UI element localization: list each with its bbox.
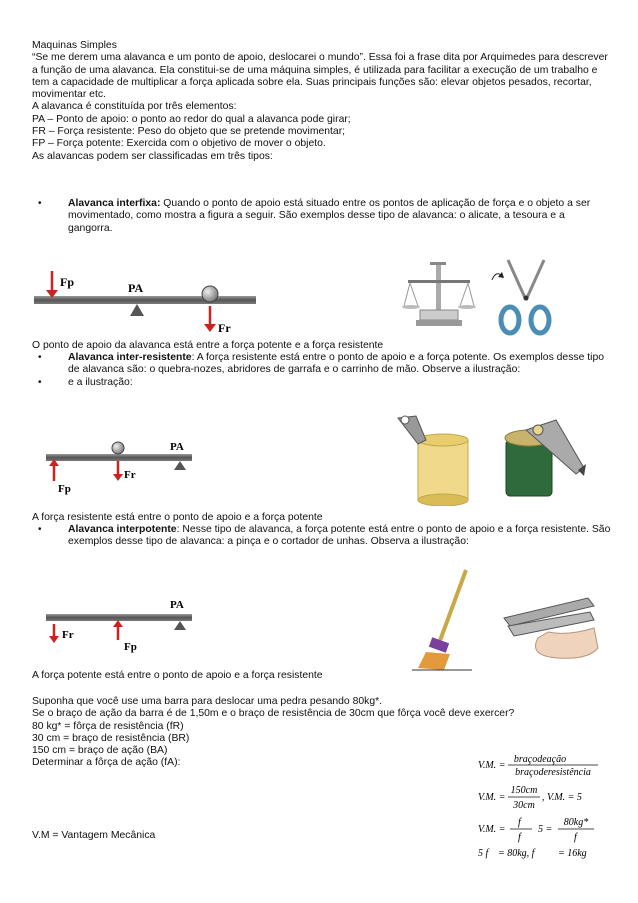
pa-label: PA (170, 599, 184, 611)
vm-den-2: 30cm (513, 800, 535, 811)
problem-line-6: Determinar a fôrça de ação (fA): (32, 757, 181, 769)
interpotente-list (32, 524, 612, 549)
problem-line-5: 150 cm = braço de ação (BA) (32, 745, 168, 757)
elements-intro: A alavanca é constituída por três elementos: (32, 101, 237, 113)
fr-label: Fr (62, 629, 74, 641)
classes-intro: As alavancas podem ser classificadas em três tipos: (32, 150, 273, 162)
list-item (32, 352, 612, 377)
fr-label: Fr (218, 321, 231, 335)
vm-label-1: V.M. = (478, 760, 506, 771)
fa-symbol-2: f (574, 832, 577, 843)
nail-clipper-illustration (498, 578, 608, 660)
final-equation-rest: = 80kg, f (498, 848, 535, 859)
interpotente-term: Alavanca interpotente (68, 524, 177, 535)
vm-num-1: braçodeação (513, 754, 567, 765)
load-ball (112, 442, 124, 454)
element-fr: FR – Força resistente: Peso do objeto que se pretende movimentar; (32, 126, 346, 138)
interfixa-diagram (32, 256, 262, 336)
inter-resistente-caption: A força resistente está entre o ponto de apoio e a força potente (32, 512, 323, 523)
fr-symbol: f (518, 817, 521, 828)
fulcrum (130, 304, 144, 316)
balance-scale-illustration (400, 258, 480, 334)
pa-label: PA (128, 281, 144, 295)
problem-line-4: 30 cm = braço de resistência (BR) (32, 732, 190, 744)
element-fp: FP – Força potente: Exercida com o objetivo de mover o objeto. (32, 138, 326, 150)
vm-result-2: , V.M. = 5 (542, 792, 582, 803)
list-item (32, 198, 612, 235)
interfixa-text: Quando o ponto de apoio está situado entre os pontos de aplicação de força e o objeto a ser movimentado, como mostra a figura a seguir. São exemplos desse tipo de alavanca: o alicate, a tesoura e a gangorra. (68, 198, 591, 234)
page-title: Maquinas Simples (32, 40, 117, 51)
fr-arrowhead (204, 324, 216, 332)
scissors-illustration (486, 250, 566, 340)
interfixa-list (32, 198, 612, 235)
inter-resistente-extra: e a ilustração: (68, 376, 133, 388)
bottle-opener-jar-illustration (496, 412, 596, 502)
interpotente-caption: A força potente está entre o ponto de apoio e a força resistente (32, 670, 323, 681)
final-equation-start: 5 f (478, 848, 489, 859)
problem-line-1: Suponha que você use uma barra para deslocar uma pedra pesando 80kg*. (32, 696, 383, 707)
interpotente-diagram (40, 592, 200, 654)
inter-resistente-text: : A força resistente está entre o ponto de apoio e a força potente. Os exemplos desse tipo de alavanca são: o quebra-nozes, abridores de garrafa e o carrinho de mão. Observe a ilustração: (68, 352, 605, 376)
fp-label: Fp (58, 483, 71, 495)
lever-bar (46, 614, 192, 621)
fr-label: Fr (124, 469, 136, 481)
interfixa-term: Alavanca interfixa: (68, 198, 161, 209)
element-pa: PA – Ponto de apoio: o ponto ao redor do qual a alavanca pode girar; (32, 113, 351, 125)
fp-label: Fp (60, 275, 75, 289)
vm-num-2: 150cm (510, 785, 538, 796)
inter-resistente-diagram (40, 436, 200, 496)
interfixa-caption: O ponto de apoio da alavanca está entre a força potente e a força resistente (32, 340, 384, 351)
fulcrum (174, 461, 186, 470)
final-equation-result: = 16kg (558, 848, 587, 859)
lever-bar (34, 296, 256, 304)
vm-definition: V.M = Vantagem Mecânica (32, 830, 156, 841)
problem-line-3: 80 kg* = fôrça de resistência (fR) (32, 720, 184, 732)
lever-bar (46, 454, 192, 461)
inter-resistente-term: Alavanca inter-resistente (68, 352, 192, 363)
bottle-opener-can-illustration (388, 410, 488, 506)
vm-label-2: V.M. = (478, 792, 506, 803)
fp-label: Fp (124, 641, 137, 653)
list-item (32, 524, 612, 549)
interpotente-text: : Nesse tipo de alavanca, a força potente está entre o ponto de apoio e a força resistente. São exemplos desse tipo de alavanca: a pinça e o cortador de unhas. Observa a ilustração: (68, 524, 611, 548)
broom-illustration (408, 566, 478, 676)
list-item (32, 377, 612, 389)
load-ball (202, 286, 218, 302)
vm-den-1: braçoderesistência (515, 767, 591, 778)
pa-label: PA (170, 441, 184, 453)
intro-paragraph: “Se me derem uma alavanca e um ponto de apoio, deslocarei o mundo”. Essa foi a frase dita por Arquimedes para descrever a função de uma alavanca. Ela constitui-se de uma máquina simples, é utilizada para facilitar a execução de um trabalho e tem a capacidade de multiplicar a força aplicada sobre ela. Suas principais funções são: elevar objetos pesados, recortar, movimentar etc. (32, 52, 608, 101)
vm-label-3: V.M. = (478, 824, 506, 835)
eighty-kg: 80kg* (563, 817, 589, 828)
fulcrum (174, 621, 186, 630)
problem-line-2: Se o braço de ação da barra é de 1,50m e o braço de resistência de 30cm que fôrça você deve exercer? (32, 708, 515, 720)
five-equals: 5 = (538, 824, 553, 835)
formula-block (476, 752, 616, 862)
inter-resistente-list (32, 352, 612, 389)
intro-block (32, 40, 612, 163)
fa-symbol: f (518, 832, 521, 843)
